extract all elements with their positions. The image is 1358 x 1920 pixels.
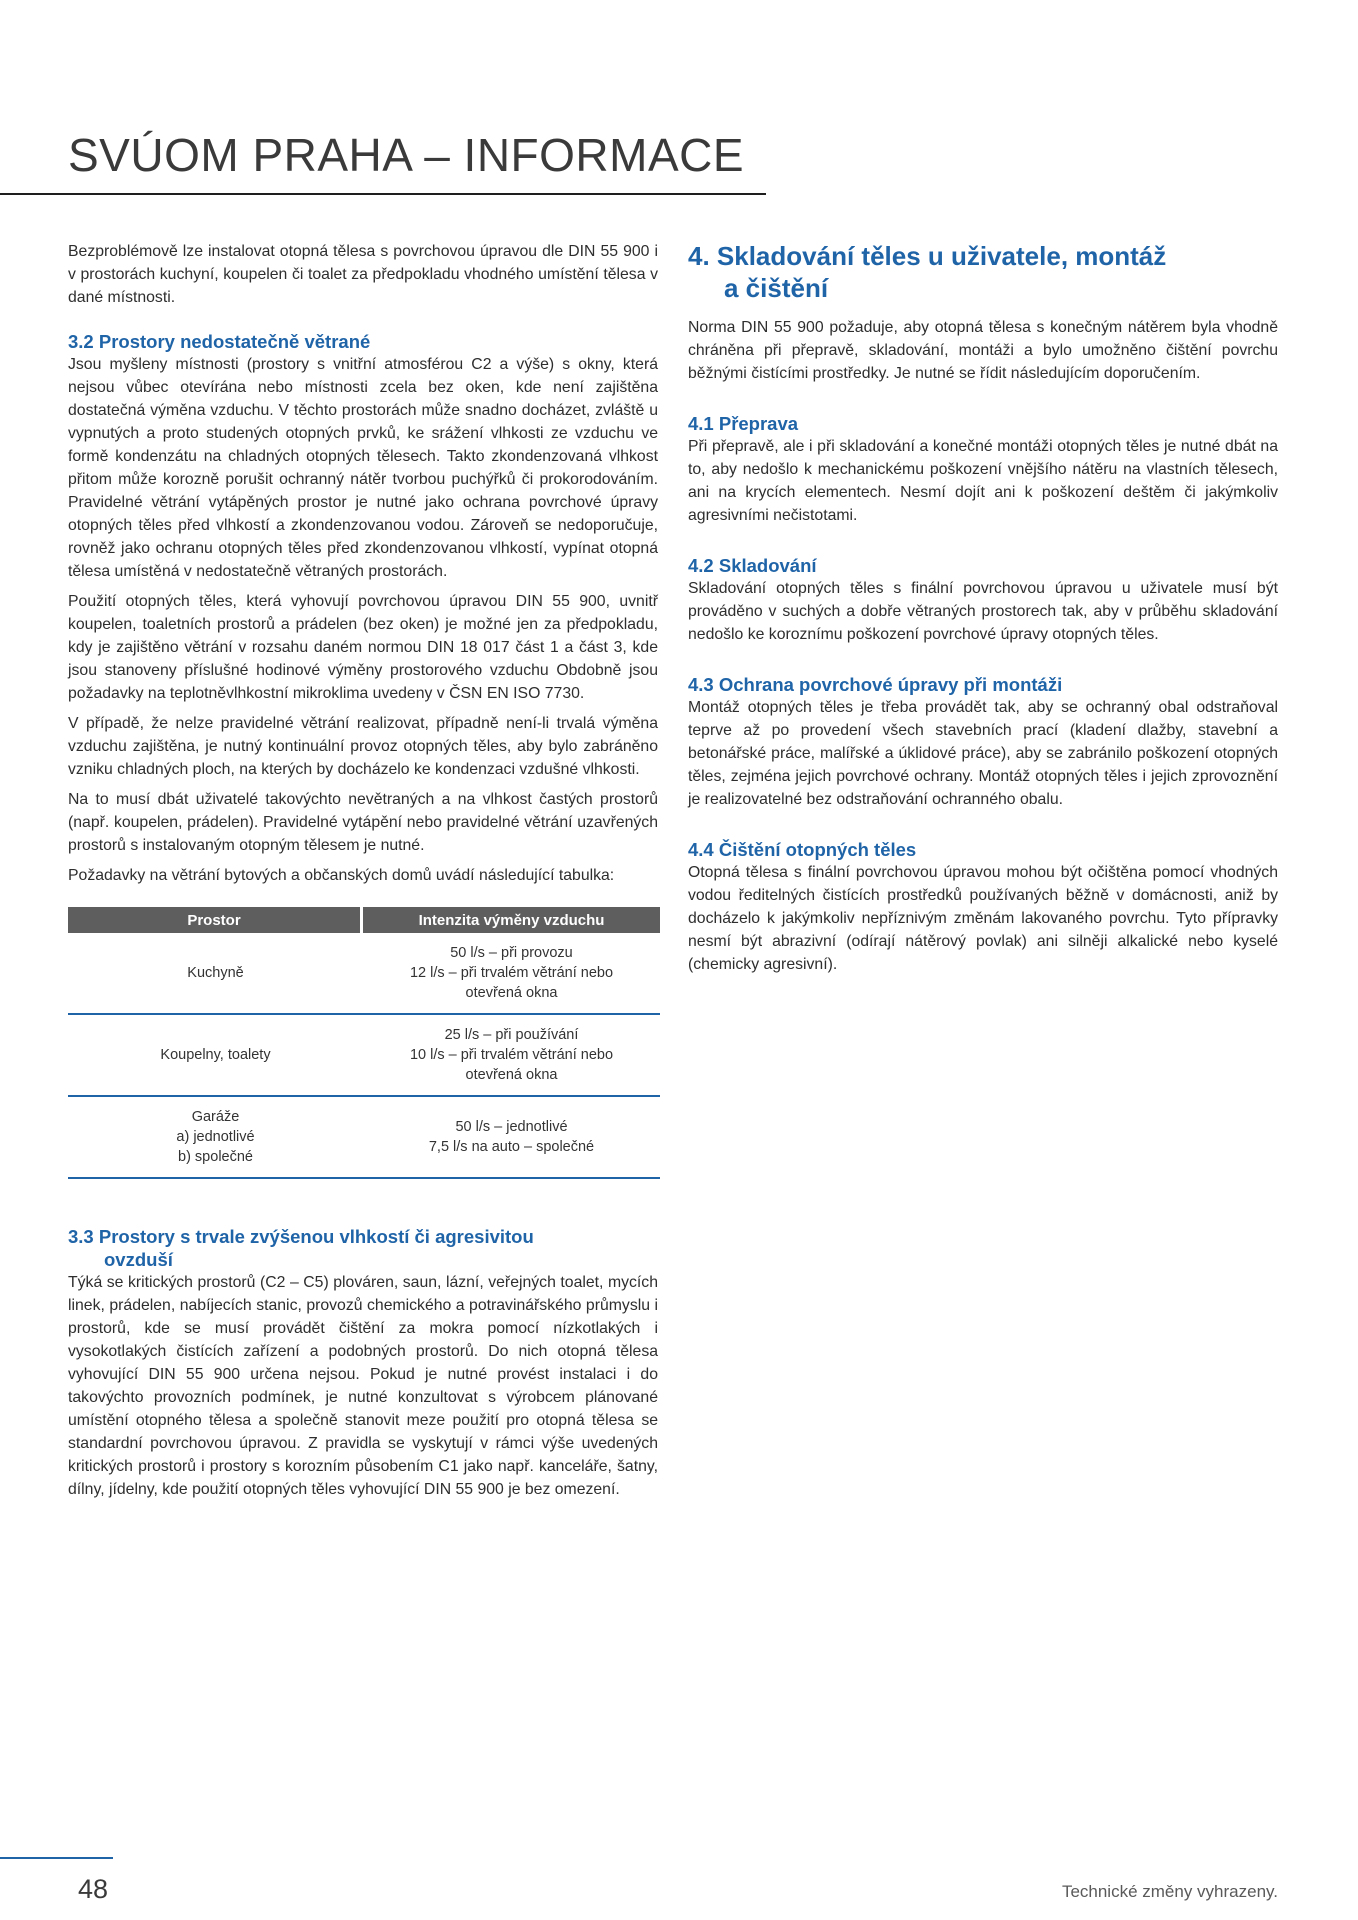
cell-line: 10 l/s – při trvalém větrání nebo: [409, 1047, 614, 1063]
section-4-4-paragraph-1: Otopná tělesa s finální povrchovou úpravou mohou být očištěna pomocí vhodných vodou ředitelných čistících prostředků používaných běžně v domácnosti, aniž by docházelo k jakýmkoliv nepříznivým změnám lakovaného povrchu. Tyto přípravky nesmí být abrazivní (odírají nátěrový povlak) ani silněji alkalické nebo kyselé (chemicky agresivní).: [688, 864, 1278, 973]
table-cell-space: [68, 1097, 363, 1179]
ventilation-table: [68, 907, 660, 1179]
table-row: [68, 1015, 660, 1097]
section-4-2-heading: 4.2 Skladování: [688, 555, 817, 576]
section-4-1-heading: 4.1 Přeprava: [688, 413, 799, 434]
table-cell-space: [68, 1015, 363, 1097]
section-4-3-paragraph-1: Montáž otopných těles je třeba provádět tak, aby se ochranný obal odstraňoval teprve až po provedení všech stavebních prací (kladení dlažby, stavební a betonářské práce, malířské a úklidové práce), aby se zabránilo poškození otopných těles, zejména jejich povrchové ochrany. Montáž otopných těles i jejich zprovoznění je realizovatelné bez odstraňování ochranného obalu.: [688, 699, 1278, 808]
table-cell-rate: [363, 1015, 660, 1097]
cell-line: otevřená okna: [465, 1067, 558, 1083]
cell-line: 50 l/s – při provozu: [450, 945, 573, 961]
footer-divider: [0, 1857, 113, 1859]
section-3-2-paragraph-1: Jsou myšleny místnosti (prostory s vnitřní atmosférou C2 a výše) s okny, která nejsou vůbec otevírána nebo místnosti zcela bez oken, kde není zajištěna dostatečná výměna vzduchu. V těchto prostorách může snadno docházet, zvláště u vypnutých a proto studených otopných prvků, ke srážení vlhkosti ze vzduchu ve formě kondenzátu na chladných otopných tělesech. Takto zkondenzovaná vlhkost přitom může korozně porušit ochranný nátěr tvorbou puchýřků či prokorodováním. Pravidelné větrání vytápěných prostor je nutné jako ochrana povrchové úpravy otopných těles před vlhkostí a zkondenzovanou vodou. Zároveň se nedoporučuje, rovněž jako ochranu otopných těles před zkondenzovanou vlhkostí, vypínat otopná tělesa umístěná v nedostatečně větraných prostorách.: [68, 356, 658, 580]
section-3-2-paragraph-5: Požadavky na větrání bytových a občanských domů uvádí následující tabulka:: [68, 867, 615, 884]
page-number: 48: [78, 1874, 109, 1904]
footer-note: Technické změny vyhrazeny.: [1061, 1882, 1278, 1901]
cell-line: 7,5 l/s na auto – společné: [428, 1139, 595, 1155]
section-4-heading-line-1: 4. Skladování těles u uživatele, montáž: [688, 241, 1167, 271]
section-4-3-heading: 4.3 Ochrana povrchové úpravy při montáži: [688, 674, 1063, 695]
table-cell-rate: [363, 1097, 660, 1179]
section-3-3-heading: [68, 1225, 658, 1271]
cell-line: b) společné: [178, 1149, 253, 1165]
cell-line: otevřená okna: [465, 985, 558, 1001]
table-row: [68, 933, 660, 1015]
cell-line: Kuchyně: [187, 965, 244, 981]
section-4-heading: [688, 240, 1278, 304]
left-column: [68, 240, 658, 1508]
section-3-3-paragraph-1: Týká se kritických prostorů (C2 – C5) plováren, saun, lázní, veřejných toalet, mycích linek, prádelen, nabíjecích stanic, provozů chemického a potravinářského průmyslu i prostorů, kde se musí provádět čištění za mokra pomocí nízkotlakých i vysokotlakých čistících zařízení a podobných prostorů. Do nich otopná tělesa vyhovující DIN 55 900 určena nejsou. Pokud je nutné provést instalaci i do takovýchto provozních podmínek, je nutné konzultovat s výrobcem plánované umístění otopného tělesa a společně stanovit meze použití pro otopná tělesa se standardní povrchovou úpravou. Z pravidla se vyskytují v rámci výše uvedených kritických prostorů i prostory s korozním působením C1 jako např. kanceláře, šatny, dílny, jídelny, kde použití otopných těles vyhovující DIN 55 900 je bez omezení.: [68, 1274, 658, 1498]
section-3-2-heading: 3.2 Prostory nedostatečně větrané: [68, 331, 371, 352]
cell-line: a) jednotlivé: [176, 1129, 255, 1145]
cell-line: 12 l/s – při trvalém větrání nebo: [409, 965, 614, 981]
section-4-paragraph-1: Norma DIN 55 900 požaduje, aby otopná tělesa s konečným nátěrem byla vhodně chráněna při přepravě, skladování, montáži a bylo umožněno čištění povrchu běžnými čistícími prostředky. Je nutné se řídit následujícím doporučením.: [688, 319, 1278, 382]
section-4-2-paragraph-1: Skladování otopných těles s finální povrchovou úpravou u uživatele musí být prováděno v suchých a dobře větraných prostorech tak, aby v průběhu skladování nedošlo ke koroznímu poškození povrchové úpravy otopných těles.: [688, 580, 1278, 643]
table-row: [68, 1097, 660, 1179]
cell-line: Garáže: [191, 1109, 240, 1125]
right-column: [688, 240, 1278, 983]
intro-paragraph: Bezproblémově lze instalovat otopná tělesa s povrchovou úpravou dle DIN 55 900 i v prostorách kuchyní, koupelen či toalet za předpokladu vhodného umístění tělesa v dané místnosti.: [68, 243, 658, 306]
section-3-2-paragraph-3: V případě, že nelze pravidelné větrání realizovat, případně není-li trvalá výměna vzduchu zajištěna, je nutný kontinuální provoz otopných těles, aby bylo zabráněno vzniku chladných ploch, na kterých by docházelo ke kondenzaci vzdušné vlhkosti.: [68, 715, 658, 778]
page-title: SVÚOM PRAHA – INFORMACE: [68, 129, 745, 181]
table-header-rate: Intenzita výměny vzduchu: [363, 907, 660, 933]
cell-line: 25 l/s – při používání: [444, 1027, 579, 1043]
cell-line: Koupelny, toalety: [160, 1047, 271, 1063]
table-cell-space: [68, 933, 363, 1015]
section-3-3-heading-line-2: ovzduší: [104, 1249, 173, 1270]
table-header-space: Prostor: [68, 907, 363, 933]
section-4-4-heading: 4.4 Čištění otopných těles: [688, 839, 917, 860]
header-divider: [0, 193, 766, 195]
section-3-2-paragraph-4: Na to musí dbát uživatelé takovýchto nevětraných a na vlhkost častých prostorů (např. koupelen, prádelen). Pravidelné vytápění nebo pravidelné větrání uzavřených prostorů s instalovaným otopným tělesem je nutné.: [68, 791, 658, 854]
section-3-2-paragraph-2: Použití otopných těles, která vyhovují povrchovou úpravou DIN 55 900, uvnitř koupelen, toaletních prostorů a prádelen (bez oken) je možné jen za předpokladu, kdy je zajištěno větrání v rozsahu daném normou DIN 18 017 část 1 a část 3, kde jsou stanoveny příslušné hodinové výměny prostorového vzduchu Obdobně jsou požadavky na teplotněvlhkostní mikroklima uvedeny v ČSN EN ISO 7730.: [68, 593, 658, 702]
section-3-3-heading-line-1: 3.3 Prostory s trvale zvýšenou vlhkostí či agresivitou: [68, 1226, 534, 1247]
section-4-heading-line-2: a čištění: [724, 273, 829, 303]
section-4-1-paragraph-1: Při přepravě, ale i při skladování a konečné montáži otopných těles je nutné dbát na to, aby nedošlo k mechanickému poškození vnějšího nátěru na vlastních tělesech, ani na krycích elementech. Nesmí dojít ani k poškození deštěm či jakýmkoliv agresivními nečistotami.: [688, 438, 1278, 524]
cell-line: 50 l/s – jednotlivé: [455, 1119, 568, 1135]
table-cell-rate: [363, 933, 660, 1015]
